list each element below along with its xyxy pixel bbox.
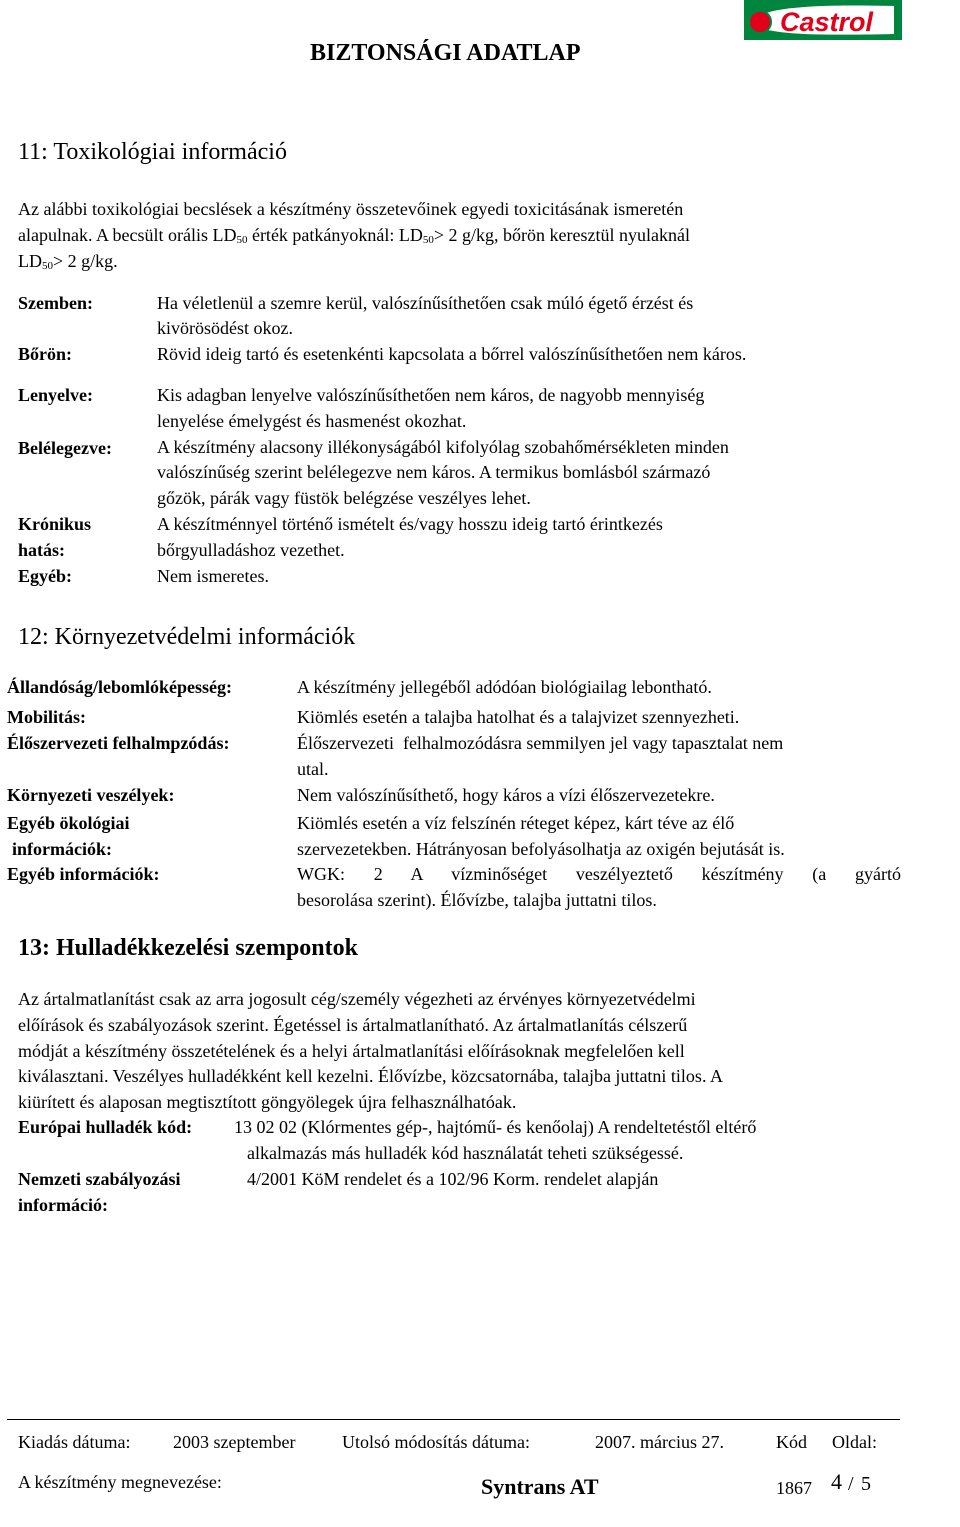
section-11-heading: 11: Toxikológiai információ: [18, 139, 287, 165]
label-lenyelve: Lenyelve:: [18, 385, 93, 405]
value-boron: Rövid ideig tartó és esetenkénti kapcsolata a bőrrel valószínűsíthetően nem káros.: [157, 344, 747, 364]
footer-oldal-label: Oldal:: [832, 1432, 877, 1452]
footer-page-total: 5: [861, 1473, 871, 1495]
label-nemzeti-2: információ:: [18, 1195, 108, 1215]
section-13-para-1: Az ártalmatlanítást csak az arra jogosult cég/személy végezheti az érvényes környezetvédelmi: [18, 989, 696, 1009]
value-lenyelve-2: lenyelése émelygést és hasmenést okozhat.: [157, 411, 467, 431]
footer-megnevezes-label: A készítmény megnevezése:: [18, 1472, 222, 1492]
value-eloszervezeti-2: utal.: [297, 759, 329, 779]
label-nemzeti-1: Nemzeti szabályozási: [18, 1169, 181, 1189]
intro-line-2: alapulnak. A becsült orális $LD_{50}$ érték patkányoknál: $LD_{50}> 2$ g/kg, bőrön keresztül nyulaknál: [18, 225, 691, 246]
label-kornyezeti: Környezeti veszélyek:: [7, 785, 175, 805]
label-europai: Európai hulladék kód:: [18, 1117, 193, 1137]
value-nemzeti: 4/2001 KöM rendelet és a 102/96 Korm. rendelet alapján: [247, 1169, 659, 1189]
section-13-para-3: módját a készítmény összetételének és a helyi ártalmatlanítási előírásoknak megfelelően kell: [18, 1041, 685, 1061]
footer-rule: [7, 1419, 900, 1420]
value-egyeb-okologiai-2: szervezetekben. Hátrányosan befolyásolhatja az oxigén bejutását is.: [297, 839, 785, 859]
svg-text:Castrol: Castrol: [780, 7, 874, 37]
footer-page-current: 4: [831, 1469, 842, 1494]
label-boron: Bőrön:: [18, 344, 72, 364]
label-egyeb: Egyéb:: [18, 566, 72, 586]
label-egyeb-okologiai-1: Egyéb ökológiai: [7, 813, 130, 833]
value-kronikus-1: A készítménnyel történő ismételt és/vagy hosszu ideig tartó érintkezés: [157, 514, 663, 534]
label-allandosag: Állandóság/lebomlóképesség:: [7, 677, 233, 697]
footer-page-sep: /: [848, 1473, 854, 1495]
value-belelegezve-1: A készítmény alacsony illékonyságából kifolyólag szobahőmérsékleten minden: [157, 437, 729, 457]
value-allandosag: A készítmény jellegéből adódóan biológiailag lebontható.: [297, 677, 712, 697]
label-egyeb-informaciok: Egyéb információk:: [7, 864, 160, 884]
value-szemben-1: Ha véletlenül a szemre kerül, valószínűsíthetően csak múló égető érzést és: [157, 293, 694, 313]
label-hatas: hatás:: [18, 540, 66, 560]
value-kronikus-2: bőrgyulladáshoz vezethet.: [157, 540, 345, 560]
value-egyeb: Nem ismeretes.: [157, 566, 269, 586]
label-kronikus: Krónikus: [18, 514, 92, 534]
value-europai-2: alkalmazás más hulladék kód használatát teheti szükségessé.: [247, 1143, 684, 1163]
castrol-logo: [744, 0, 902, 40]
value-mobilitas: Kiömlés esetén a talajba hatolhat és a talajvizet szennyezheti.: [297, 707, 740, 727]
section-13-heading: 13: Hulladékkezelési szempontok: [18, 935, 358, 961]
label-egyeb-okologiai-2: információk:: [12, 839, 112, 859]
footer-kiadas-value: 2003 szeptember: [173, 1432, 296, 1452]
value-kornyezeti: Nem valószínűsíthető, hogy káros a vízi élőszervezetekre.: [297, 785, 715, 805]
value-szemben-2: kivörösödést okoz.: [157, 318, 293, 338]
intro-line-1: Az alábbi toxikológiai becslések a készítmény összetevőinek egyedi toxicitásának ismeretén: [18, 199, 684, 219]
footer-kod-label: Kód: [776, 1432, 807, 1452]
label-eloszervezeti: Élőszervezeti felhalmpzódás:: [7, 733, 230, 753]
section-13-para-2: előírások és szabályozások szerint. Égetéssel is ártalmatlanítható. Az ártalmatlanítás célszerű: [18, 1015, 688, 1035]
value-belelegezve-2: valószínűség szerint belélegezve nem káros. A termikus bomlásból származó: [157, 462, 711, 482]
section-13-para-4: kiválasztani. Veszélyes hulladékként kell kezelni. Élővízbe, közcsatornába, talajba juttatni tilos. A: [18, 1066, 723, 1086]
value-lenyelve-1: Kis adagban lenyelve valószínűsíthetően nem káros, de nagyobb mennyiség: [157, 385, 705, 405]
footer-kiadas-label: Kiadás dátuma:: [18, 1432, 131, 1452]
value-egyeb-okologiai-1: Kiömlés esetén a víz felszínén réteget képez, kárt téve az élő: [297, 813, 735, 833]
footer-utolso-label: Utolsó módosítás dátuma:: [342, 1432, 530, 1452]
label-mobilitas: Mobilitás:: [7, 707, 86, 727]
value-egyeb-informaciok-2: besorolása szerint). Élővízbe, talajba juttatni tilos.: [297, 890, 657, 910]
value-eloszervezeti-1: Élőszervezeti felhalmozódásra semmilyen jel vagy tapasztalat nem: [297, 733, 784, 753]
value-europai-1: 13 02 02 (Klórmentes gép-, hajtómű- és kenőolaj) A rendeltetéstől eltérő: [234, 1117, 757, 1137]
footer-utolso-value: 2007. március 27.: [595, 1432, 724, 1452]
value-egyeb-informaciok-1: WGK: 2 A vízminőséget veszélyeztető készítmény (a gyártó: [297, 864, 901, 884]
value-belelegezve-3: gőzök, párák vagy füstök belégzése veszélyes lehet.: [157, 488, 531, 508]
footer-product-name: Syntrans AT: [481, 1474, 599, 1499]
label-belelegezve: Belélegezve:: [18, 438, 112, 458]
label-szemben: Szemben:: [18, 293, 93, 313]
document-title: BIZTONSÁGI ADATLAP: [310, 40, 581, 66]
section-12-heading: 12: Környezetvédelmi információk: [18, 624, 356, 650]
intro-line-3: $LD_{50}> 2$ g/kg.: [18, 251, 118, 272]
section-13-para-5: kiürített és alaposan megtisztított göngyölegek újra felhasználhatóak.: [18, 1092, 517, 1112]
castrol-logo-graphic: [744, 0, 902, 40]
footer-kod-value: 1867: [776, 1478, 812, 1498]
